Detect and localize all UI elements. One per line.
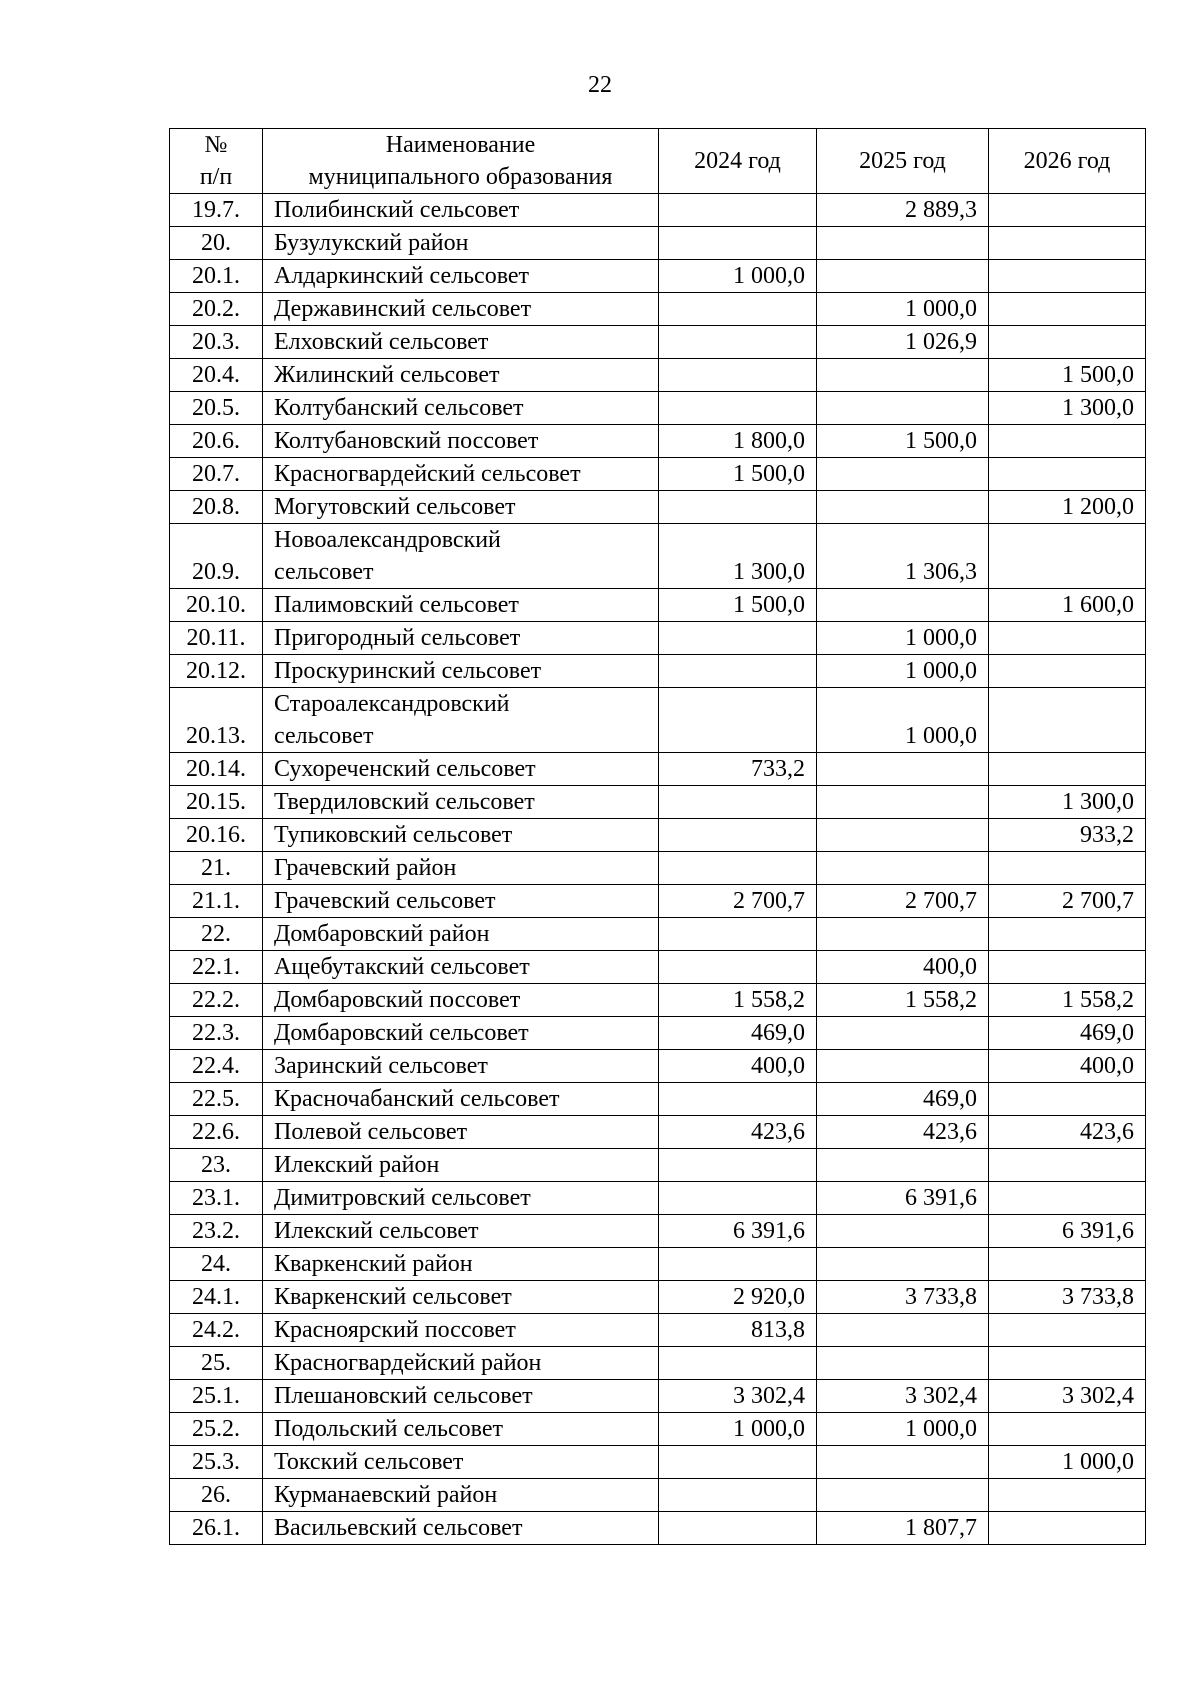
municipality-name bbox=[263, 1248, 659, 1281]
value-2024 bbox=[659, 918, 817, 951]
municipality-name-line: Домбаровский сельсовет bbox=[274, 1020, 529, 1046]
row-number: 22.5. bbox=[170, 1083, 263, 1116]
row-number: 20.3. bbox=[170, 326, 263, 359]
budget-table bbox=[169, 128, 1146, 1545]
municipality-name bbox=[263, 1314, 659, 1347]
table-row bbox=[170, 1083, 1146, 1116]
table-row bbox=[170, 326, 1146, 359]
municipality-name bbox=[263, 194, 659, 227]
municipality-name-line: сельсовет bbox=[274, 559, 374, 585]
value-2025: 400,0 bbox=[817, 951, 989, 984]
table-row bbox=[170, 524, 1146, 589]
value-2025 bbox=[817, 1149, 989, 1182]
municipality-name-line: Плешановский сельсовет bbox=[274, 1383, 533, 1409]
row-number: 20.13. bbox=[170, 688, 263, 753]
row-number: 22.1. bbox=[170, 951, 263, 984]
row-number: 21. bbox=[170, 852, 263, 885]
table-row bbox=[170, 1149, 1146, 1182]
value-2024 bbox=[659, 622, 817, 655]
value-2025: 2 700,7 bbox=[817, 885, 989, 918]
municipality-name-line: Колтубанский сельсовет bbox=[274, 395, 524, 421]
value-2025 bbox=[817, 359, 989, 392]
table-row bbox=[170, 458, 1146, 491]
table-row bbox=[170, 688, 1146, 753]
municipality-name bbox=[263, 1347, 659, 1380]
municipality-name-line: Полибинский сельсовет bbox=[274, 197, 520, 223]
value-2026 bbox=[989, 1083, 1146, 1116]
value-2024 bbox=[659, 293, 817, 326]
table-row bbox=[170, 589, 1146, 622]
value-2025 bbox=[817, 819, 989, 852]
row-number: 20.5. bbox=[170, 392, 263, 425]
row-number: 24.1. bbox=[170, 1281, 263, 1314]
municipality-name-line: Бузулукский район bbox=[274, 230, 469, 256]
value-2025 bbox=[817, 1248, 989, 1281]
row-number: 20.2. bbox=[170, 293, 263, 326]
value-2026: 1 000,0 bbox=[989, 1446, 1146, 1479]
row-number: 22.3. bbox=[170, 1017, 263, 1050]
row-number: 26. bbox=[170, 1479, 263, 1512]
value-2026 bbox=[989, 227, 1146, 260]
municipality-name bbox=[263, 425, 659, 458]
header-2024: 2024 год bbox=[659, 129, 817, 194]
value-2026 bbox=[989, 1512, 1146, 1545]
value-2026: 400,0 bbox=[989, 1050, 1146, 1083]
value-2025: 2 889,3 bbox=[817, 194, 989, 227]
value-2025 bbox=[817, 227, 989, 260]
municipality-name-line: Красногвардейский сельсовет bbox=[274, 461, 581, 487]
municipality-name bbox=[263, 1512, 659, 1545]
row-number: 20.14. bbox=[170, 753, 263, 786]
row-number: 19.7. bbox=[170, 194, 263, 227]
value-2025: 1 000,0 bbox=[817, 655, 989, 688]
value-2026 bbox=[989, 688, 1146, 753]
value-2026 bbox=[989, 1248, 1146, 1281]
municipality-name-line: Сухореченский сельсовет bbox=[274, 756, 536, 782]
table-row bbox=[170, 1281, 1146, 1314]
table-row bbox=[170, 1380, 1146, 1413]
municipality-name bbox=[263, 688, 659, 753]
header-num-line: п/п bbox=[199, 164, 233, 190]
value-2024 bbox=[659, 326, 817, 359]
value-2026: 1 558,2 bbox=[989, 984, 1146, 1017]
municipality-name bbox=[263, 1281, 659, 1314]
value-2024 bbox=[659, 951, 817, 984]
municipality-name bbox=[263, 655, 659, 688]
municipality-name bbox=[263, 951, 659, 984]
value-2025 bbox=[817, 1050, 989, 1083]
value-2025 bbox=[817, 1479, 989, 1512]
row-number: 22. bbox=[170, 918, 263, 951]
table-header bbox=[170, 129, 1146, 194]
row-number: 20.6. bbox=[170, 425, 263, 458]
value-2024: 1 500,0 bbox=[659, 458, 817, 491]
value-2024: 6 391,6 bbox=[659, 1215, 817, 1248]
municipality-name-line: Подольский сельсовет bbox=[274, 1416, 503, 1442]
municipality-name-line: Грачевский район bbox=[274, 855, 457, 881]
table-row bbox=[170, 1413, 1146, 1446]
value-2024 bbox=[659, 194, 817, 227]
municipality-name bbox=[263, 1413, 659, 1446]
value-2025 bbox=[817, 1215, 989, 1248]
header-row bbox=[170, 129, 1146, 194]
value-2024: 2 700,7 bbox=[659, 885, 817, 918]
row-number: 20.16. bbox=[170, 819, 263, 852]
value-2024 bbox=[659, 819, 817, 852]
municipality-name bbox=[263, 524, 659, 589]
value-2024: 1 000,0 bbox=[659, 260, 817, 293]
municipality-name-line: Палимовский сельсовет bbox=[274, 592, 519, 618]
value-2024 bbox=[659, 1512, 817, 1545]
municipality-name bbox=[263, 1083, 659, 1116]
value-2025 bbox=[817, 1446, 989, 1479]
value-2024: 733,2 bbox=[659, 753, 817, 786]
table-row bbox=[170, 622, 1146, 655]
municipality-name bbox=[263, 1149, 659, 1182]
table-row bbox=[170, 819, 1146, 852]
table-row bbox=[170, 984, 1146, 1017]
value-2026: 1 600,0 bbox=[989, 589, 1146, 622]
municipality-name-line: Алдаркинский сельсовет bbox=[274, 263, 530, 289]
value-2024 bbox=[659, 1149, 817, 1182]
table-row bbox=[170, 918, 1146, 951]
table-row bbox=[170, 852, 1146, 885]
value-2026: 6 391,6 bbox=[989, 1215, 1146, 1248]
value-2024 bbox=[659, 392, 817, 425]
municipality-name-line: Домбаровский поссовет bbox=[274, 987, 521, 1013]
table-row bbox=[170, 491, 1146, 524]
municipality-name-line: Полевой сельсовет bbox=[274, 1119, 468, 1145]
value-2026: 423,6 bbox=[989, 1116, 1146, 1149]
value-2026: 1 200,0 bbox=[989, 491, 1146, 524]
value-2025 bbox=[817, 786, 989, 819]
value-2024: 1 558,2 bbox=[659, 984, 817, 1017]
value-2025 bbox=[817, 1017, 989, 1050]
table-row bbox=[170, 1314, 1146, 1347]
municipality-name-line: Кваркенский сельсовет bbox=[274, 1284, 512, 1310]
value-2026 bbox=[989, 260, 1146, 293]
value-2026: 1 300,0 bbox=[989, 392, 1146, 425]
value-2025 bbox=[817, 852, 989, 885]
municipality-name bbox=[263, 491, 659, 524]
value-2024 bbox=[659, 786, 817, 819]
municipality-name bbox=[263, 622, 659, 655]
municipality-name-line: Твердиловский сельсовет bbox=[274, 789, 535, 815]
table-row bbox=[170, 1446, 1146, 1479]
value-2024 bbox=[659, 1479, 817, 1512]
table-row bbox=[170, 392, 1146, 425]
row-number: 25. bbox=[170, 1347, 263, 1380]
municipality-name bbox=[263, 1182, 659, 1215]
municipality-name-line: Заринский сельсовет bbox=[274, 1053, 488, 1079]
row-number: 20. bbox=[170, 227, 263, 260]
value-2024 bbox=[659, 227, 817, 260]
municipality-name bbox=[263, 753, 659, 786]
municipality-name-line: Токский сельсовет bbox=[274, 1449, 464, 1475]
row-number: 23.2. bbox=[170, 1215, 263, 1248]
value-2025 bbox=[817, 918, 989, 951]
value-2026: 469,0 bbox=[989, 1017, 1146, 1050]
header-2026: 2026 год bbox=[989, 129, 1146, 194]
municipality-name-line: Ащебутакский сельсовет bbox=[274, 954, 530, 980]
value-2025: 1 000,0 bbox=[817, 293, 989, 326]
value-2024 bbox=[659, 655, 817, 688]
municipality-name-line: Колтубановский поссовет bbox=[274, 428, 539, 454]
municipality-name-line: Красногвардейский район bbox=[274, 1350, 542, 1376]
table-row bbox=[170, 359, 1146, 392]
table-row bbox=[170, 227, 1146, 260]
value-2025: 3 302,4 bbox=[817, 1380, 989, 1413]
municipality-name-line: Илекский сельсовет bbox=[274, 1218, 479, 1244]
municipality-name bbox=[263, 819, 659, 852]
table-row bbox=[170, 1248, 1146, 1281]
header-name-line: Наименование bbox=[385, 132, 536, 158]
value-2026 bbox=[989, 1182, 1146, 1215]
municipality-name-line: Проскуринский сельсовет bbox=[274, 658, 542, 684]
value-2025: 3 733,8 bbox=[817, 1281, 989, 1314]
table-row bbox=[170, 260, 1146, 293]
value-2026 bbox=[989, 1479, 1146, 1512]
header-name-line: муниципального образования bbox=[308, 164, 613, 190]
value-2026 bbox=[989, 293, 1146, 326]
municipality-name-line: Красноярский поссовет bbox=[274, 1317, 516, 1343]
value-2024 bbox=[659, 688, 817, 753]
municipality-name bbox=[263, 1479, 659, 1512]
municipality-name-line: Староалександровский bbox=[274, 691, 510, 717]
value-2024: 469,0 bbox=[659, 1017, 817, 1050]
table-row bbox=[170, 1512, 1146, 1545]
value-2026 bbox=[989, 753, 1146, 786]
row-number: 23. bbox=[170, 1149, 263, 1182]
table-row bbox=[170, 1050, 1146, 1083]
value-2025 bbox=[817, 589, 989, 622]
header-2025: 2025 год bbox=[817, 129, 989, 194]
value-2025: 1 558,2 bbox=[817, 984, 989, 1017]
municipality-name bbox=[263, 589, 659, 622]
municipality-name bbox=[263, 326, 659, 359]
table-row bbox=[170, 194, 1146, 227]
value-2026: 3 733,8 bbox=[989, 1281, 1146, 1314]
value-2026 bbox=[989, 194, 1146, 227]
value-2025 bbox=[817, 392, 989, 425]
municipality-name-line: Димитровский сельсовет bbox=[274, 1185, 531, 1211]
municipality-name-line: Илекский район bbox=[274, 1152, 440, 1178]
table-row bbox=[170, 786, 1146, 819]
municipality-name-line: Домбаровский район bbox=[274, 921, 490, 947]
value-2026 bbox=[989, 1314, 1146, 1347]
table-row bbox=[170, 951, 1146, 984]
table-row bbox=[170, 885, 1146, 918]
row-number: 20.1. bbox=[170, 260, 263, 293]
value-2026 bbox=[989, 655, 1146, 688]
row-number: 20.4. bbox=[170, 359, 263, 392]
row-number: 20.7. bbox=[170, 458, 263, 491]
value-2026 bbox=[989, 951, 1146, 984]
value-2026 bbox=[989, 524, 1146, 589]
page-number: 22 bbox=[588, 72, 612, 98]
value-2024: 423,6 bbox=[659, 1116, 817, 1149]
row-number: 26.1. bbox=[170, 1512, 263, 1545]
value-2026 bbox=[989, 1149, 1146, 1182]
value-2026 bbox=[989, 852, 1146, 885]
table-row bbox=[170, 1215, 1146, 1248]
municipality-name-line: Жилинский сельсовет bbox=[274, 362, 500, 388]
municipality-name bbox=[263, 392, 659, 425]
municipality-name bbox=[263, 227, 659, 260]
table-row bbox=[170, 1116, 1146, 1149]
value-2024 bbox=[659, 1248, 817, 1281]
header-name bbox=[263, 129, 659, 194]
municipality-name-line: Курманаевский район bbox=[274, 1482, 498, 1508]
municipality-name bbox=[263, 885, 659, 918]
value-2025 bbox=[817, 1347, 989, 1380]
value-2026 bbox=[989, 918, 1146, 951]
table-row bbox=[170, 1017, 1146, 1050]
value-2025 bbox=[817, 753, 989, 786]
value-2025: 1 000,0 bbox=[817, 688, 989, 753]
table-body bbox=[170, 194, 1146, 1545]
row-number: 22.2. bbox=[170, 984, 263, 1017]
municipality-name-line: Тупиковский сельсовет bbox=[274, 822, 513, 848]
row-number: 20.11. bbox=[170, 622, 263, 655]
value-2026: 2 700,7 bbox=[989, 885, 1146, 918]
row-number: 25.2. bbox=[170, 1413, 263, 1446]
table-row bbox=[170, 1182, 1146, 1215]
value-2024 bbox=[659, 1347, 817, 1380]
municipality-name bbox=[263, 984, 659, 1017]
municipality-name-line: сельсовет bbox=[274, 723, 374, 749]
municipality-name-line: Пригородный сельсовет bbox=[274, 625, 521, 651]
row-number: 24.2. bbox=[170, 1314, 263, 1347]
value-2024: 813,8 bbox=[659, 1314, 817, 1347]
value-2026 bbox=[989, 622, 1146, 655]
table-row bbox=[170, 1479, 1146, 1512]
municipality-name-line: Васильевский сельсовет bbox=[274, 1515, 523, 1541]
header-num bbox=[170, 129, 263, 194]
municipality-name bbox=[263, 918, 659, 951]
value-2024: 400,0 bbox=[659, 1050, 817, 1083]
value-2026: 933,2 bbox=[989, 819, 1146, 852]
value-2025 bbox=[817, 1314, 989, 1347]
row-number: 20.8. bbox=[170, 491, 263, 524]
value-2026 bbox=[989, 326, 1146, 359]
municipality-name bbox=[263, 786, 659, 819]
municipality-name bbox=[263, 293, 659, 326]
value-2025: 1 026,9 bbox=[817, 326, 989, 359]
value-2024: 1 800,0 bbox=[659, 425, 817, 458]
table-row bbox=[170, 655, 1146, 688]
table-row bbox=[170, 753, 1146, 786]
value-2026 bbox=[989, 1347, 1146, 1380]
row-number: 22.4. bbox=[170, 1050, 263, 1083]
value-2024 bbox=[659, 1083, 817, 1116]
value-2025: 1 500,0 bbox=[817, 425, 989, 458]
row-number: 24. bbox=[170, 1248, 263, 1281]
value-2025: 423,6 bbox=[817, 1116, 989, 1149]
row-number: 23.1. bbox=[170, 1182, 263, 1215]
value-2025 bbox=[817, 458, 989, 491]
row-number: 20.12. bbox=[170, 655, 263, 688]
value-2025: 1 000,0 bbox=[817, 1413, 989, 1446]
municipality-name-line: Кваркенский район bbox=[274, 1251, 473, 1277]
row-number: 25.1. bbox=[170, 1380, 263, 1413]
municipality-name bbox=[263, 852, 659, 885]
value-2026: 3 302,4 bbox=[989, 1380, 1146, 1413]
row-number: 20.9. bbox=[170, 524, 263, 589]
value-2024 bbox=[659, 1446, 817, 1479]
municipality-name bbox=[263, 359, 659, 392]
municipality-name-line: Могутовский сельсовет bbox=[274, 494, 516, 520]
value-2024: 1 300,0 bbox=[659, 524, 817, 589]
value-2026: 1 500,0 bbox=[989, 359, 1146, 392]
value-2024 bbox=[659, 359, 817, 392]
table-row bbox=[170, 425, 1146, 458]
value-2024 bbox=[659, 491, 817, 524]
value-2024 bbox=[659, 1182, 817, 1215]
value-2026 bbox=[989, 425, 1146, 458]
municipality-name bbox=[263, 1215, 659, 1248]
value-2024: 1 000,0 bbox=[659, 1413, 817, 1446]
value-2025 bbox=[817, 260, 989, 293]
value-2024: 1 500,0 bbox=[659, 589, 817, 622]
value-2026 bbox=[989, 1413, 1146, 1446]
municipality-name bbox=[263, 1017, 659, 1050]
header-num-line: № bbox=[204, 132, 228, 158]
row-number: 21.1. bbox=[170, 885, 263, 918]
municipality-name bbox=[263, 1380, 659, 1413]
value-2025: 1 000,0 bbox=[817, 622, 989, 655]
row-number: 22.6. bbox=[170, 1116, 263, 1149]
value-2025: 1 306,3 bbox=[817, 524, 989, 589]
value-2025: 6 391,6 bbox=[817, 1182, 989, 1215]
value-2026: 1 300,0 bbox=[989, 786, 1146, 819]
municipality-name bbox=[263, 1116, 659, 1149]
value-2024 bbox=[659, 852, 817, 885]
municipality-name bbox=[263, 260, 659, 293]
value-2025: 1 807,7 bbox=[817, 1512, 989, 1545]
municipality-name bbox=[263, 1446, 659, 1479]
municipality-name-line: Елховский сельсовет bbox=[274, 329, 489, 355]
row-number: 20.10. bbox=[170, 589, 263, 622]
row-number: 25.3. bbox=[170, 1446, 263, 1479]
municipality-name-line: Державинский сельсовет bbox=[274, 296, 532, 322]
municipality-name-line: Грачевский сельсовет bbox=[274, 888, 496, 914]
value-2024: 2 920,0 bbox=[659, 1281, 817, 1314]
value-2024: 3 302,4 bbox=[659, 1380, 817, 1413]
table-row bbox=[170, 1347, 1146, 1380]
row-number: 20.15. bbox=[170, 786, 263, 819]
municipality-name bbox=[263, 1050, 659, 1083]
value-2025 bbox=[817, 491, 989, 524]
municipality-name bbox=[263, 458, 659, 491]
table-row bbox=[170, 293, 1146, 326]
municipality-name-line: Красночабанский сельсовет bbox=[274, 1086, 560, 1112]
value-2025: 469,0 bbox=[817, 1083, 989, 1116]
value-2026 bbox=[989, 458, 1146, 491]
municipality-name-line: Новоалександровский bbox=[274, 527, 501, 553]
